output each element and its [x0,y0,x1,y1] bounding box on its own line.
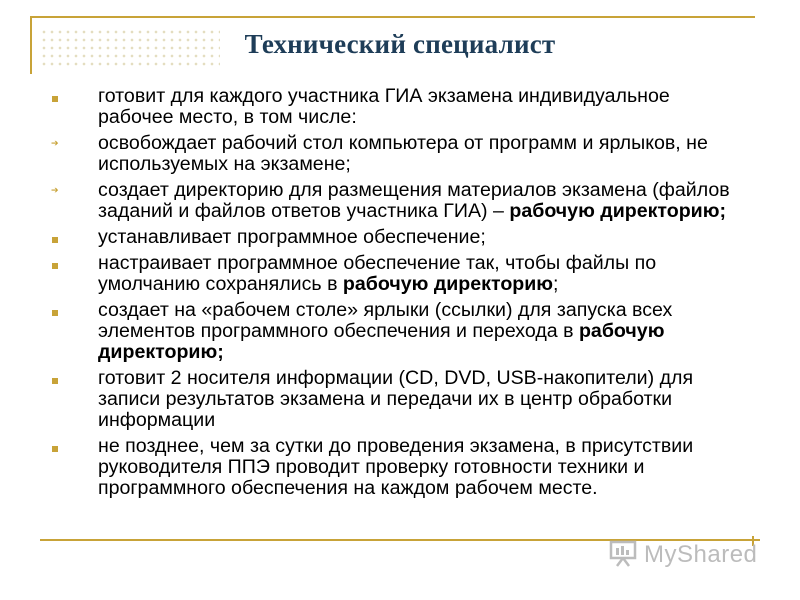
list-item-text [98,132,708,175]
list-item [50,436,750,499]
list-item-text [98,367,693,431]
list-item-text [98,179,730,222]
arrow-bullet-icon [50,133,98,154]
square-bullet-icon [50,86,98,107]
list-item-text-part: готовит 2 носителя информации (CD, DVD, USB-накопители) для записи результатов экзамена и передачи их в центр обработки информации [98,367,694,431]
square-bullet-icon [50,227,98,248]
watermark [608,537,778,571]
slide-title: Технический специалист [244,29,556,59]
list-item-text-part: устанавливает программное обеспечение; [98,226,486,248]
list-item [50,86,750,128]
list-item-bold-text: рабочую директорию; [98,320,665,363]
list-item-text [98,435,693,499]
arrow-bullet-icon [50,180,98,201]
list-item [50,253,750,295]
list-item-text-part: ; [553,273,559,295]
list-item [50,368,750,431]
list-item [50,300,750,363]
list-item-text-part: не позднее, чем за сутки до проведения экзамена, в присутствии руководителя ППЭ проводит проверку готовности техники и программного обеспечения на каждом рабочем месте. [98,435,694,499]
list-item-text-part: освобождает рабочий стол компьютера от программ и ярлыков, не используемых на экзамене; [98,132,708,175]
list-item-text-part: настраивает программное обеспечение так, чтобы файлы по умолчанию сохранялись в [98,252,657,295]
bullet-list [50,86,750,504]
square-bullet-icon [50,253,98,274]
list-item-text-part: создает директорию для размещения материалов экзамена (файлов заданий и файлов ответов участника ГИА) – [98,179,730,222]
list-item-text [98,226,486,248]
list-item-bold-text: рабочую директорию; [509,200,726,222]
presentation-board-icon [608,539,638,567]
list-item-text-part: готовит для каждого участника ГИА экзамена индивидуальное рабочее место, в том числе: [98,85,670,128]
title-frame-top-line [30,16,755,18]
square-bullet-icon [50,436,98,457]
square-bullet-icon [50,300,98,321]
watermark-text: MyShared [644,541,758,568]
list-item [50,180,750,222]
list-item-text [98,299,672,363]
list-item-text-part: создает на «рабочем столе» ярлыки (ссылки) для запуска всех элементов программного обеспечения и перехода в [98,299,673,342]
list-item [50,133,750,175]
list-item-bold-text: рабочую директорию [342,273,554,295]
list-item-text [98,252,656,295]
list-item-text [98,85,670,128]
list-item [50,227,750,248]
square-bullet-icon [50,368,98,389]
